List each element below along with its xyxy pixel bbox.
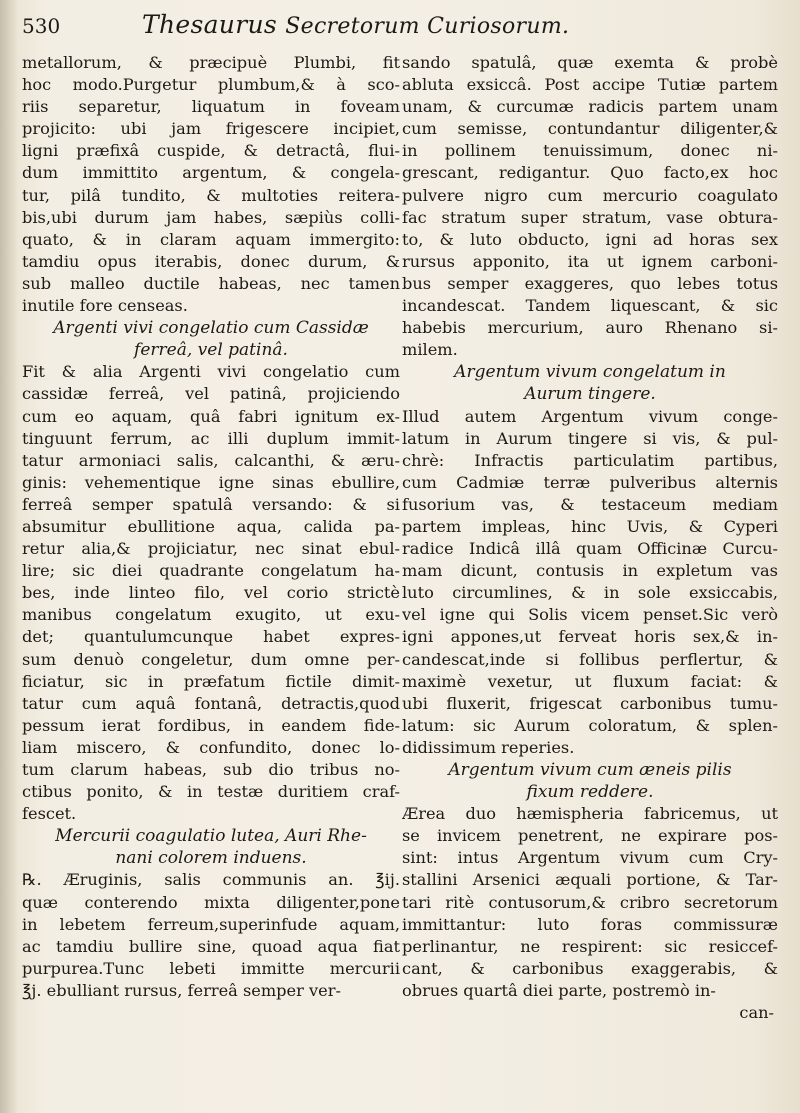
running-title <box>142 10 569 39</box>
text-line: tum clarum habeas, sub dio tribus no- <box>22 760 400 779</box>
heading-line: ferreâ, vel patinâ. <box>134 340 288 361</box>
text-line: cum Cadmiæ terræ pulveribus alternis <box>402 472 778 492</box>
text-line: latum in Aurum tingere si vis, & pul- <box>402 428 778 448</box>
running-title-part-a: Thesaurus <box>142 10 277 39</box>
text-line: maximè vexetur, ut fluxum faciat: & <box>402 671 778 691</box>
text-line: fusorium vas, & testaceum mediam <box>402 494 778 514</box>
text-line: lire; sic diei quadrante congelatum ha- <box>22 561 400 581</box>
text-line: latum: sic Aurum coloratum, & splen- <box>402 715 778 735</box>
text-line: can- <box>739 1003 774 1023</box>
text-line: Fit & alia Argenti vivi congelatio cum <box>22 362 400 382</box>
text-line: cant, & carbonibus exaggerabis, & <box>402 958 778 978</box>
text-line: cum semisse, contundantur diligenter,& <box>402 119 778 139</box>
text-line: abluta exsiccâ. Post accipe Tutiæ partem <box>402 75 778 95</box>
text-line: ℞. Æruginis, salis communis an. ℥ij. <box>22 870 400 890</box>
text-line: quæ conterendo mixta diligenter,pone <box>22 892 400 912</box>
text-line: retur alia,& projiciatur, nec sinat ebul- <box>22 539 400 559</box>
paragraph <box>402 406 778 760</box>
text-line: pulvere nigro cum mercurio coagulato <box>402 185 778 205</box>
page-number: 530 <box>22 14 61 38</box>
heading-line: Mercurii coagulatio lutea, Auri Rhe- <box>55 826 367 847</box>
text-line: obrues quartâ diei parte, postremò in- <box>402 980 716 1000</box>
text-line: Illud autem Argentum vivum conge- <box>402 406 778 426</box>
right-column <box>402 52 778 1024</box>
text-line: projicito: ubi jam frigescere incipiet, <box>22 119 400 139</box>
heading-line: fixum reddere. <box>526 782 654 803</box>
text-line: fac stratum super stratum, vase obtura- <box>402 207 778 227</box>
section-heading <box>22 317 400 361</box>
text-line: riis separetur, liquatum in foveam <box>22 97 400 117</box>
text-line: in lebetem ferreum,superinfude aquam, <box>22 914 400 934</box>
text-line: se invicem penetrent, ne expirare pos- <box>402 826 778 846</box>
text-line: tur, pilâ tundito, & multoties reitera- <box>22 185 400 205</box>
text-line: quato, & in claram aquam immergito: <box>22 229 400 249</box>
text-line: igni appones,ut ferveat horis sex,& in- <box>402 627 778 647</box>
text-line: habebis mercurium, auro Rhenano si- <box>402 318 778 338</box>
section-heading <box>22 825 400 869</box>
running-title-part-b: Secretorum Curiosorum. <box>285 14 570 39</box>
text-line: absumitur ebullitione aqua, calida pa- <box>22 516 400 536</box>
text-line: vel igne qui Solis vicem penset.Sic verò <box>402 605 778 625</box>
text-line: ℥j. ebulliant rursus, ferreâ semper ver- <box>22 980 341 1000</box>
text-line: ctibus ponito, & in testæ duritiem craf- <box>22 782 400 802</box>
text-line: pessum ierat fordibus, in eandem fide- <box>22 715 400 735</box>
section-heading <box>402 361 778 405</box>
heading-line: Aurum tingere. <box>524 384 656 405</box>
spine-shadow <box>0 0 18 1113</box>
text-line: Ærea duo hæmispheria fabricemus, ut <box>402 804 778 824</box>
paragraph <box>22 869 400 1002</box>
text-line: sum denuò congeletur, dum omne per- <box>22 649 400 669</box>
text-line: in pollinem tenuissimum, donec ni- <box>402 141 778 161</box>
paragraph <box>22 361 400 825</box>
text-line: tari ritè contusorum,& cribro secretorum <box>402 892 778 912</box>
paragraph <box>22 52 400 317</box>
text-line: grescant, redigantur. Quo facto,ex hoc <box>402 163 778 183</box>
text-line: sint: intus Argentum vivum cum Cry- <box>402 848 778 868</box>
text-line: ginis: vehementique igne sinas ebullire, <box>22 472 400 492</box>
text-line: incandescat. Tandem liquescant, & sic <box>402 296 778 316</box>
text-line: inutile fore censeas. <box>22 296 188 316</box>
text-line: ac tamdiu bullire sine, quoad aqua fiat <box>22 936 400 956</box>
text-line: metallorum, & præcipuè Plumbi, fit <box>22 53 400 72</box>
text-line: radice Indicâ illâ quam Officinæ Curcu- <box>402 539 778 559</box>
text-line: manibus congelatum exugito, ut exu- <box>22 605 400 625</box>
text-line: ferreâ semper spatulâ versando: & si <box>22 494 400 514</box>
text-line: cum eo aquam, quâ fabri ignitum ex- <box>22 406 400 426</box>
text-line: purpurea.Tunc lebeti immitte mercurii <box>22 958 400 978</box>
text-line: mam dicunt, contusis in expletum vas <box>402 561 778 581</box>
heading-line: Argenti vivi congelatio cum Cassidæ <box>53 318 369 339</box>
text-line: unam, & curcumæ radicis partem unam <box>402 97 778 117</box>
text-line: det; quantulumcunque habet expres- <box>22 627 400 647</box>
heading-line: Argentum vivum congelatum in <box>454 362 726 383</box>
text-line: tatur cum aquâ fontanâ, detractis,quod <box>22 693 400 713</box>
page-header <box>22 10 778 46</box>
text-line: bus semper exaggeres, quo lebes totus <box>402 273 778 293</box>
text-line: cassidæ ferreâ, vel patinâ, projiciendo <box>22 384 400 404</box>
paragraph <box>402 803 778 1002</box>
text-line: candescat,inde si follibus perflertur, & <box>402 649 778 669</box>
text-line: fescet. <box>22 804 77 824</box>
left-column <box>22 52 400 1002</box>
text-line: didissimum reperies. <box>402 737 575 757</box>
catchword <box>402 1002 778 1024</box>
text-line: hoc modo.Purgetur plumbum,& à sco- <box>22 75 400 95</box>
heading-line: nani colorem induens. <box>115 848 307 869</box>
text-line: tatur armoniaci salis, calcanthi, & æru- <box>22 450 400 470</box>
text-line: immittantur: luto foras commissuræ <box>402 914 778 934</box>
section-heading <box>402 759 778 803</box>
text-line: ubi fluxerit, frigescat carbonibus tumu- <box>402 693 778 713</box>
text-line: tamdiu opus iterabis, donec durum, & <box>22 251 400 271</box>
text-line: ficiatur, sic in præfatum fictile dimit- <box>22 671 400 691</box>
text-line: chrè: Infractis particulatim partibus, <box>402 450 778 470</box>
paragraph <box>402 52 778 361</box>
text-line: liam miscero, & confundito, donec lo- <box>22 737 400 757</box>
text-line: milem. <box>402 340 458 360</box>
text-line: tinguunt ferrum, ac illi duplum immit- <box>22 428 400 448</box>
text-line: partem impleas, hinc Uvis, & Cyperi <box>402 516 778 536</box>
text-line: rursus apponito, ita ut ignem carboni- <box>402 251 778 271</box>
text-line: perlinantur, ne respirent: sic resiccef- <box>402 936 778 956</box>
text-line: dum immittito argentum, & congela- <box>22 163 400 183</box>
text-line: bes, inde linteo filo, vel corio strictè <box>22 583 400 603</box>
text-line: ligni præfixâ cuspide, & detractâ, flui- <box>22 141 400 161</box>
text-line: luto circumlines, & in sole exsiccabis, <box>402 583 778 603</box>
text-line: sando spatulâ, quæ exemta & probè <box>402 53 778 72</box>
text-line: bis,ubi durum jam habes, sæpiùs colli- <box>22 207 400 227</box>
text-line: stallini Arsenici æquali portione, & Tar- <box>402 870 778 890</box>
text-line: sub malleo ductile habeas, nec tamen <box>22 273 400 293</box>
text-line: to, & luto obducto, igni ad horas sex <box>402 229 778 249</box>
heading-line: Argentum vivum cum æneis pilis <box>448 760 732 780</box>
